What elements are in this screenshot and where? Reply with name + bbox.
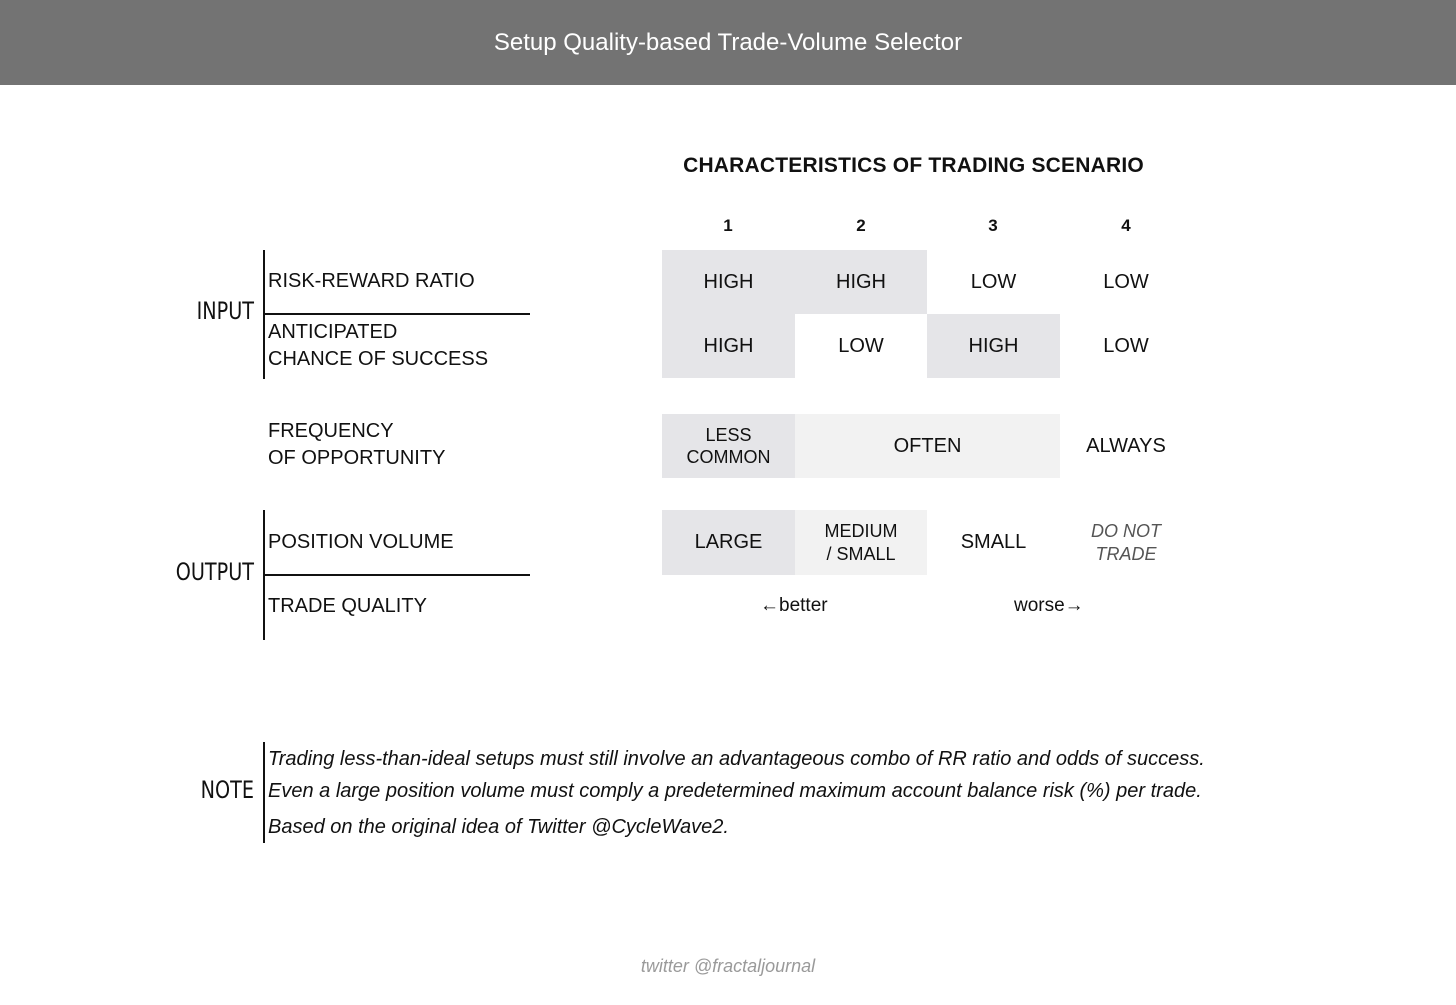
risk-reward-label: RISK-REWARD RATIO (268, 270, 475, 292)
input-divider-line (263, 313, 530, 315)
output-divider-line (263, 574, 530, 576)
note-bracket-line (263, 742, 265, 843)
input-label: INPUT (196, 297, 254, 325)
note-label: NOTE (200, 776, 254, 804)
frequency-label (268, 418, 445, 472)
column-number-2: 2 (856, 216, 866, 235)
chance-of-success-label (268, 319, 488, 373)
frequency-cell-1-line2: COMMON (686, 447, 771, 467)
trade-quality-better: ←better (760, 595, 828, 616)
trade-quality-worse: worse→ (1014, 595, 1084, 616)
trade-quality-label: TRADE QUALITY (268, 595, 427, 617)
frequency-cell-1-line1: LESS (705, 424, 752, 445)
output-label: OUTPUT (175, 558, 254, 586)
column-number-4: 4 (1121, 216, 1131, 235)
volume-cell-3: SMALL (960, 531, 1027, 553)
rr-cell-1: HIGH (662, 250, 795, 314)
rr-cell-2: HIGH (795, 250, 927, 314)
frequency-cell-1 (662, 414, 795, 478)
chance-cell-3: HIGH (927, 314, 1060, 378)
volume-cell-4 (1060, 510, 1192, 575)
page-title: Setup Quality-based Trade-Volume Selector (493, 28, 963, 56)
volume-cell-2-line2: / SMALL (826, 543, 896, 564)
frequency-cell-2-3: OFTEN (795, 414, 1060, 478)
column-number-3: 3 (988, 216, 998, 235)
chance-cell-2: LOW (838, 334, 884, 357)
chance-cell-1: HIGH (662, 314, 795, 378)
note-line-3: Based on the original idea of Twitter @CycleWave2. (268, 816, 729, 838)
volume-cell-4-line1: DO NOT (1091, 521, 1161, 541)
rr-cell-4: LOW (1103, 270, 1149, 293)
note-line-2: Even a large position volume must comply a predetermined maximum account balance risk (%) per trade. (268, 780, 1202, 802)
note-line-1: Trading less-than-ideal setups must still involve an advantageous combo of RR ratio and odds of success. (268, 748, 1205, 770)
frequency-label-line2: OF OPPORTUNITY (268, 447, 446, 469)
column-number-1: 1 (723, 216, 733, 235)
footer-credit: twitter @fractaljournal (640, 956, 816, 976)
frequency-cell-4: ALWAYS (1086, 434, 1166, 457)
position-volume-label: POSITION VOLUME (268, 531, 454, 553)
rr-cell-3: LOW (970, 270, 1017, 293)
chance-label-line1: ANTICIPATED (268, 321, 398, 343)
table-title: CHARACTERISTICS OF TRADING SCENARIO (683, 154, 1144, 177)
frequency-label-line1: FREQUENCY (268, 420, 394, 442)
volume-cell-4-line2: TRADE (1095, 543, 1157, 564)
page-header (0, 0, 1456, 85)
chance-label-line2: CHANCE OF SUCCESS (268, 348, 489, 370)
volume-cell-1: LARGE (662, 510, 795, 575)
chance-cell-4: LOW (1103, 334, 1149, 357)
volume-cell-2 (795, 510, 927, 575)
volume-cell-2-line1: MEDIUM (824, 521, 898, 541)
